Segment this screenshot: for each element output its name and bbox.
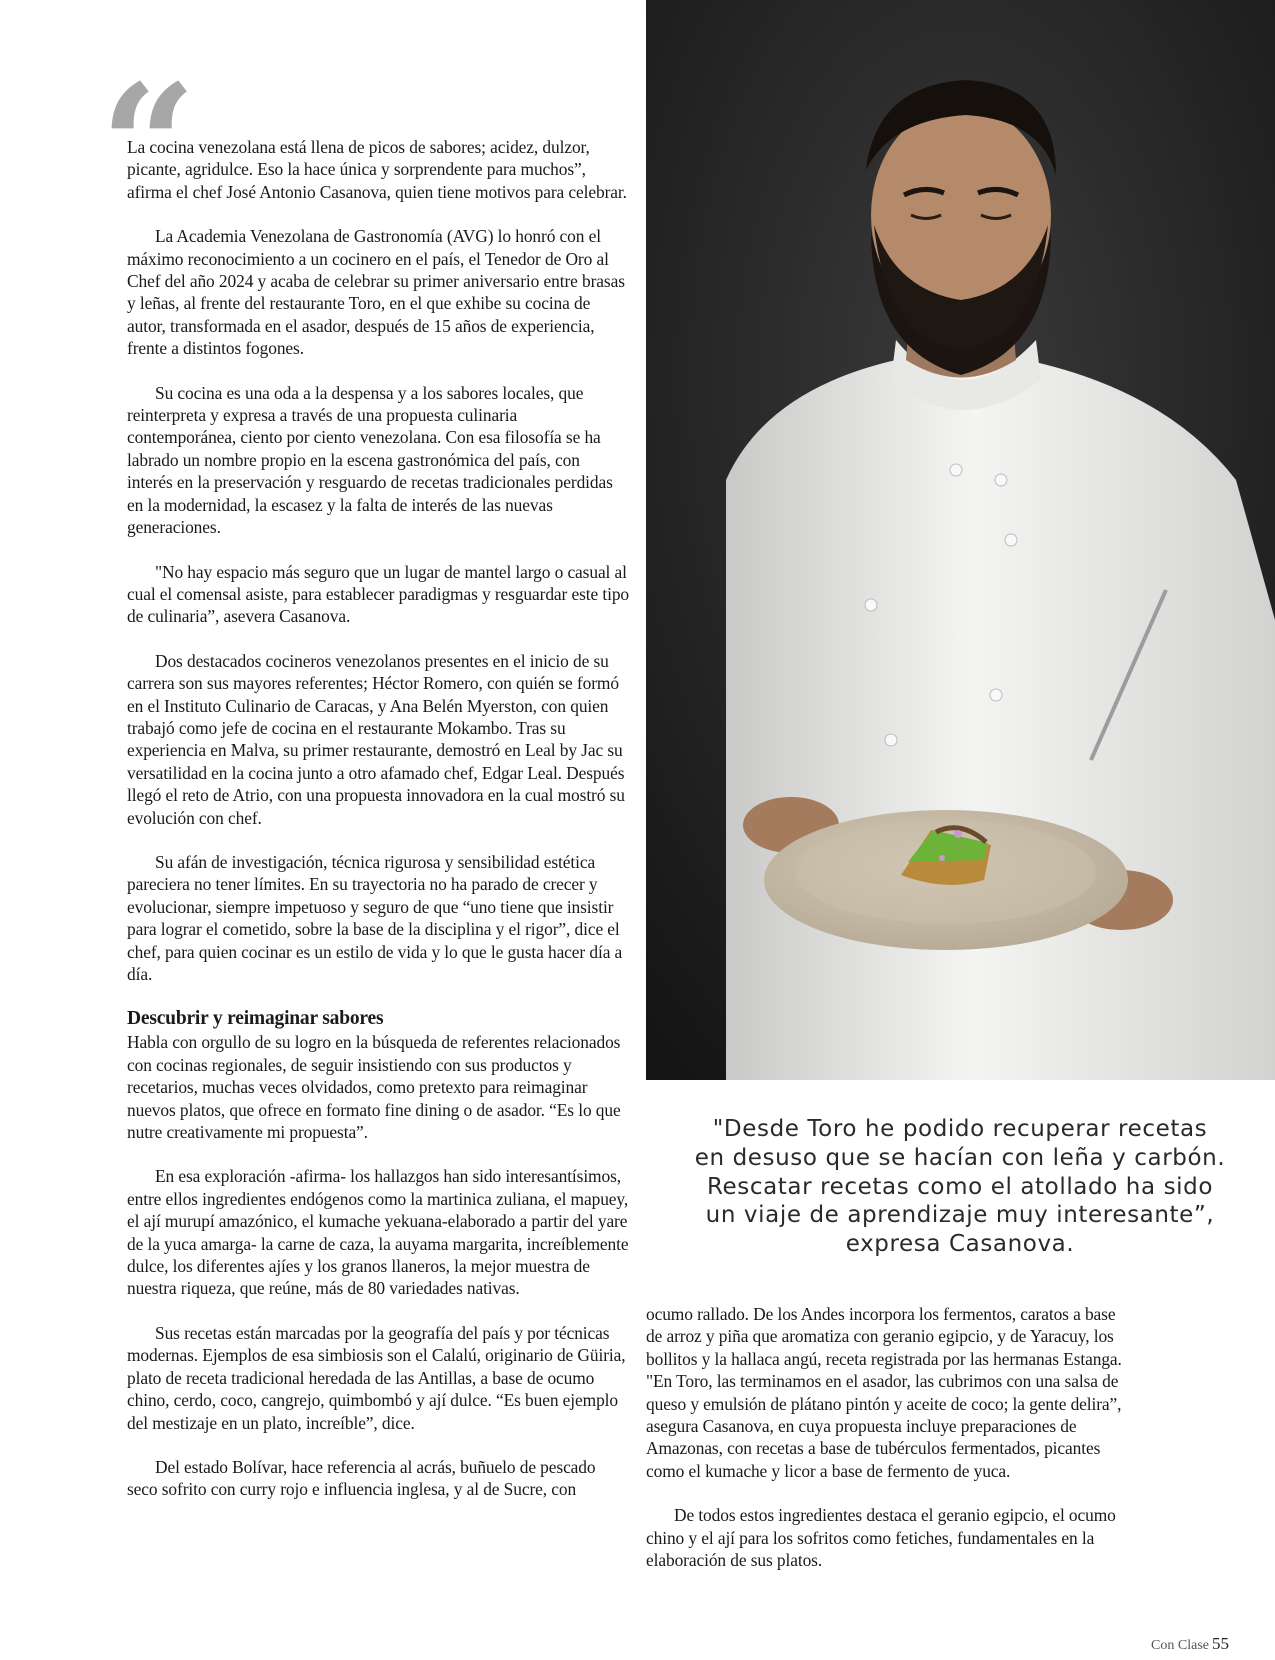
pull-quote	[650, 1115, 1270, 1259]
paragraph-bolivar: Del estado Bolívar, hace referencia al acrás, buñuelo de pescado seco sofrito con curry rojo e influencia inglesa, y al de Sucre, con	[127, 1456, 596, 1500]
page-footer	[1151, 1634, 1229, 1654]
pull-quote-line: en desuso que se hacían con leña y carbón.	[694, 1144, 1226, 1171]
paragraph-award: La Academia Venezolana de Gastronomía (AVG) lo honró con el máximo reconocimiento a un cocinero en el país, el Tenedor de Oro al Chef del año 2024 y acaba de celebrar su primer aniversario entre brasas y leñas, al frente del restaurante Toro, en el que exhibe su cocina de autor, transformada en el asador, después de 15 años de experiencia, frente a distintos fogones.	[127, 226, 625, 359]
page-number: 55	[1212, 1634, 1229, 1653]
right-column	[646, 1303, 1131, 1593]
paragraph-intro: La cocina venezolana está llena de picos de sabores; acidez, dulzor, picante, agridulce. Eso la hace única y sorprendente para muchos”, afirma el chef José Antonio Casanova, quien tiene motivos para celebrar.	[127, 137, 627, 202]
paragraph-geography: Sus recetas están marcadas por la geografía del país y por técnicas modernas. Ejemplos de esa simbiosis son el Calalú, originario de Güiria, plato de receta tradicional heredada de las Antillas, a base de ocumo chino, cerdo, coco, cangrejo, quimbombó y ají dulce. “Es buen ejemplo del mestizaje en un plato, increíble”, dice.	[127, 1322, 626, 1433]
magazine-name: Con Clase	[1151, 1638, 1209, 1653]
section-subheading: Descubrir y reimaginar sabores	[127, 1008, 384, 1030]
pull-quote-line: "Desde Toro he podido recuperar recetas	[712, 1116, 1208, 1142]
left-column	[127, 136, 629, 1523]
pull-quote-line: Rescatar recetas como el atollado ha sido	[706, 1173, 1214, 1200]
paragraph-research: Su afán de investigación, técnica rigurosa y sensibilidad estética pareciera no tener límites. En su trayectoria no ha parado de crecer y evolucionar, siempre impetuoso y seguro de que “uno tiene que insistir para lograr el cometido, sobre la base de la disciplina y el rigor”, dice el chef, para quien cocinar es un estilo de vida y lo que le gusta hacer día a día.	[127, 851, 623, 984]
paragraph-andes: ocumo rallado. De los Andes incorpora los fermentos, caratos a base de arroz y piña que aromatiza con geranio egipcio, y de Yaracuy, los bollitos y la hallaca angú, receta registrada por las hermanas Estanga. "En Toro, las terminamos en el asador, las cubrimos con una salsa de queso y emulsión de plátano pintón y aceite de coco; la gente delira”, asegura Casanova, en cuya propuesta incluye preparaciones de Amazonas, con recetas a base de tubérculos fermentados, picantes como el kumache y licor a base de fermento de yuca.	[646, 1304, 1122, 1481]
pull-quote-line: un viaje de aprendizaje muy interesante”,	[705, 1202, 1215, 1229]
chef-portrait-illustration	[646, 0, 1275, 1080]
opening-quote-mark-icon: “	[100, 47, 197, 245]
paragraph-regional: Habla con orgullo de su logro en la búsqueda de referentes relacionados con cocinas regionales, de seguir insistiendo con sus productos y recetarios, muchas veces olvidados, como pretexto para reimaginar nuevos platos, que ofrece en formato fine dining o de asador. “Es lo que nutre creativamente mi propuesta”.	[127, 1032, 621, 1143]
paragraph-mentors: Dos destacados cocineros venezolanos presentes en el inicio de su carrera son sus mayores referentes; Héctor Romero, con quién se formó en el Instituto Culinario de Caracas, y Ana Belén Myerston, con quien trabajó como jefe de cocina en el restaurante Mokambo. Tras su experiencia en Malva, su primer restaurante, demostró en Leal by Jac su versatilidad en la cocina junto a otro afamado chef, Edgar Leal. Después llegó el reto de Atrio, con una propuesta innovadora en la cual mostró su evolución con chef.	[127, 650, 625, 828]
paragraph-philosophy: Su cocina es una oda a la despensa y a los sabores locales, que reinterpreta y expresa a través de una propuesta culinaria contemporánea, ciento por ciento venezolana. Con esa filosofía se ha labrado un nombre propio en la escena gastronómica del país, con interés en la preservación y resguardo de recetas tradicionales perdidas en la modernidad, la escasez y la falta de interés de las nuevas generaciones.	[127, 382, 613, 538]
paragraph-ingredients: En esa exploración -afirma- los hallazgos han sido interesantísimos, entre ellos ingredientes endógenos como la martinica zuliana, el mapuey, el ají murupí amazónico, el kumache yekuana-elaborado a partir del yare de la yuca amarga- la carne de caza, la auyama margarita, increíblemente dulce, los diferentes ajíes y los granos llaneros, la mejor muestra de nuestra riqueza, que reúne, más de 80 variedades nativas.	[127, 1166, 629, 1299]
chef-portrait-image	[646, 0, 1275, 1080]
paragraph-fetiches: De todos estos ingredientes destaca el geranio egipcio, el ocumo chino y el ají para los sofritos como fetiches, fundamentales en la elaboración de sus platos.	[646, 1505, 1116, 1571]
pull-quote-line: expresa Casanova.	[845, 1231, 1075, 1258]
paragraph-quote-mantel: "No hay espacio más seguro que un lugar de mantel largo o casual al cual el comensal asiste, para establecer paradigmas y resguardar este tipo de culinaria”, asevera Casanova.	[127, 561, 630, 627]
